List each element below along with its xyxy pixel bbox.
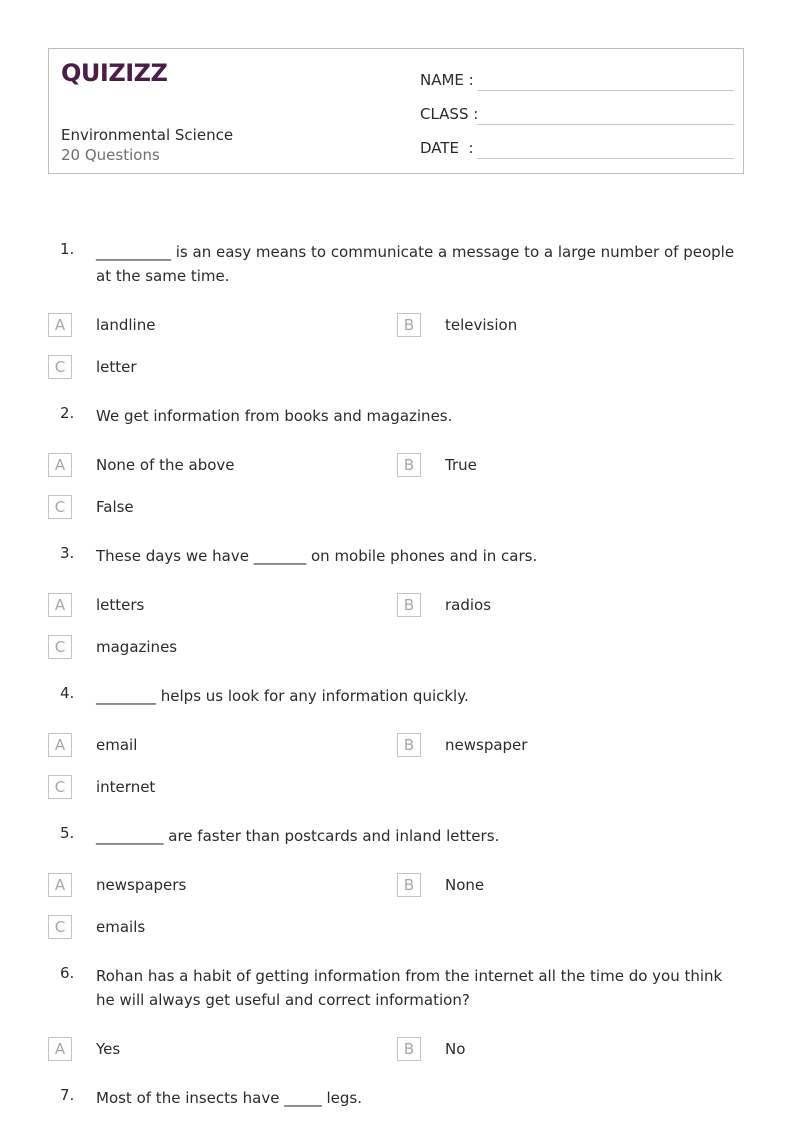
option-text: letter (96, 358, 137, 376)
name-line (477, 90, 734, 91)
question-number: 7. (60, 1086, 75, 1104)
option-text: False (96, 498, 134, 516)
option-text: emails (96, 918, 146, 936)
option-letter-box: C (48, 775, 72, 799)
option-text: No (445, 1040, 466, 1058)
option-letter-box: B (397, 313, 421, 337)
question-number: 2. (60, 404, 75, 422)
quizizz-logo: QUIZIZZ (61, 59, 168, 87)
question-count: 20 Questions (61, 146, 160, 164)
date-line (477, 158, 734, 159)
option-text: Yes (96, 1040, 121, 1058)
option-letter-box: B (397, 733, 421, 757)
question-text: _________ are faster than postcards and inland letters. (96, 827, 500, 845)
option-letter-box: A (48, 313, 72, 337)
option-letter-box: A (48, 873, 72, 897)
name-field[interactable] (420, 67, 734, 91)
option-letter-box: A (48, 593, 72, 617)
question-number: 4. (60, 684, 75, 702)
option-letter-box: A (48, 1037, 72, 1061)
question-text: We get information from books and magazines. (96, 407, 453, 425)
option-letter-box: B (397, 1037, 421, 1061)
option-text: None of the above (96, 456, 235, 474)
question-text: __________ is an easy means to communicate a message to a large number of people at the same time. (96, 243, 735, 285)
option-letter-box: C (48, 495, 72, 519)
question-text: ________ helps us look for any information quickly. (96, 687, 469, 705)
option-text: landline (96, 316, 156, 334)
option-letter-box: B (397, 453, 421, 477)
question-text: These days we have _______ on mobile phones and in cars. (96, 547, 538, 565)
option-text: newspapers (96, 876, 187, 894)
class-field[interactable] (420, 101, 734, 125)
option-text: radios (445, 596, 492, 614)
option-letter-box: A (48, 733, 72, 757)
date-field[interactable] (420, 135, 734, 159)
worksheet-header (48, 48, 744, 174)
date-label: DATE : (420, 139, 474, 157)
question-text: Most of the insects have _____ legs. (96, 1089, 362, 1107)
option-text: magazines (96, 638, 178, 656)
option-text: None (445, 876, 485, 894)
option-text: email (96, 736, 138, 754)
subject-title: Environmental Science (61, 126, 234, 144)
question-number: 3. (60, 544, 75, 562)
option-text: newspaper (445, 736, 528, 754)
option-letter-box: A (48, 453, 72, 477)
option-letter-box: C (48, 355, 72, 379)
option-text: True (445, 456, 477, 474)
option-letter-box: B (397, 873, 421, 897)
option-letter-box: C (48, 915, 72, 939)
question-number: 5. (60, 824, 75, 842)
class-line (477, 124, 734, 125)
question-text: Rohan has a habit of getting information from the internet all the time do you think he will always get useful and correct information? (96, 967, 723, 1009)
question-number: 6. (60, 964, 75, 982)
option-letter-box: C (48, 635, 72, 659)
option-text: television (445, 316, 518, 334)
option-letter-box: B (397, 593, 421, 617)
option-text: internet (96, 778, 156, 796)
option-text: letters (96, 596, 145, 614)
name-label: NAME : (420, 71, 474, 89)
question-number: 1. (60, 240, 75, 258)
class-label: CLASS : (420, 105, 479, 123)
